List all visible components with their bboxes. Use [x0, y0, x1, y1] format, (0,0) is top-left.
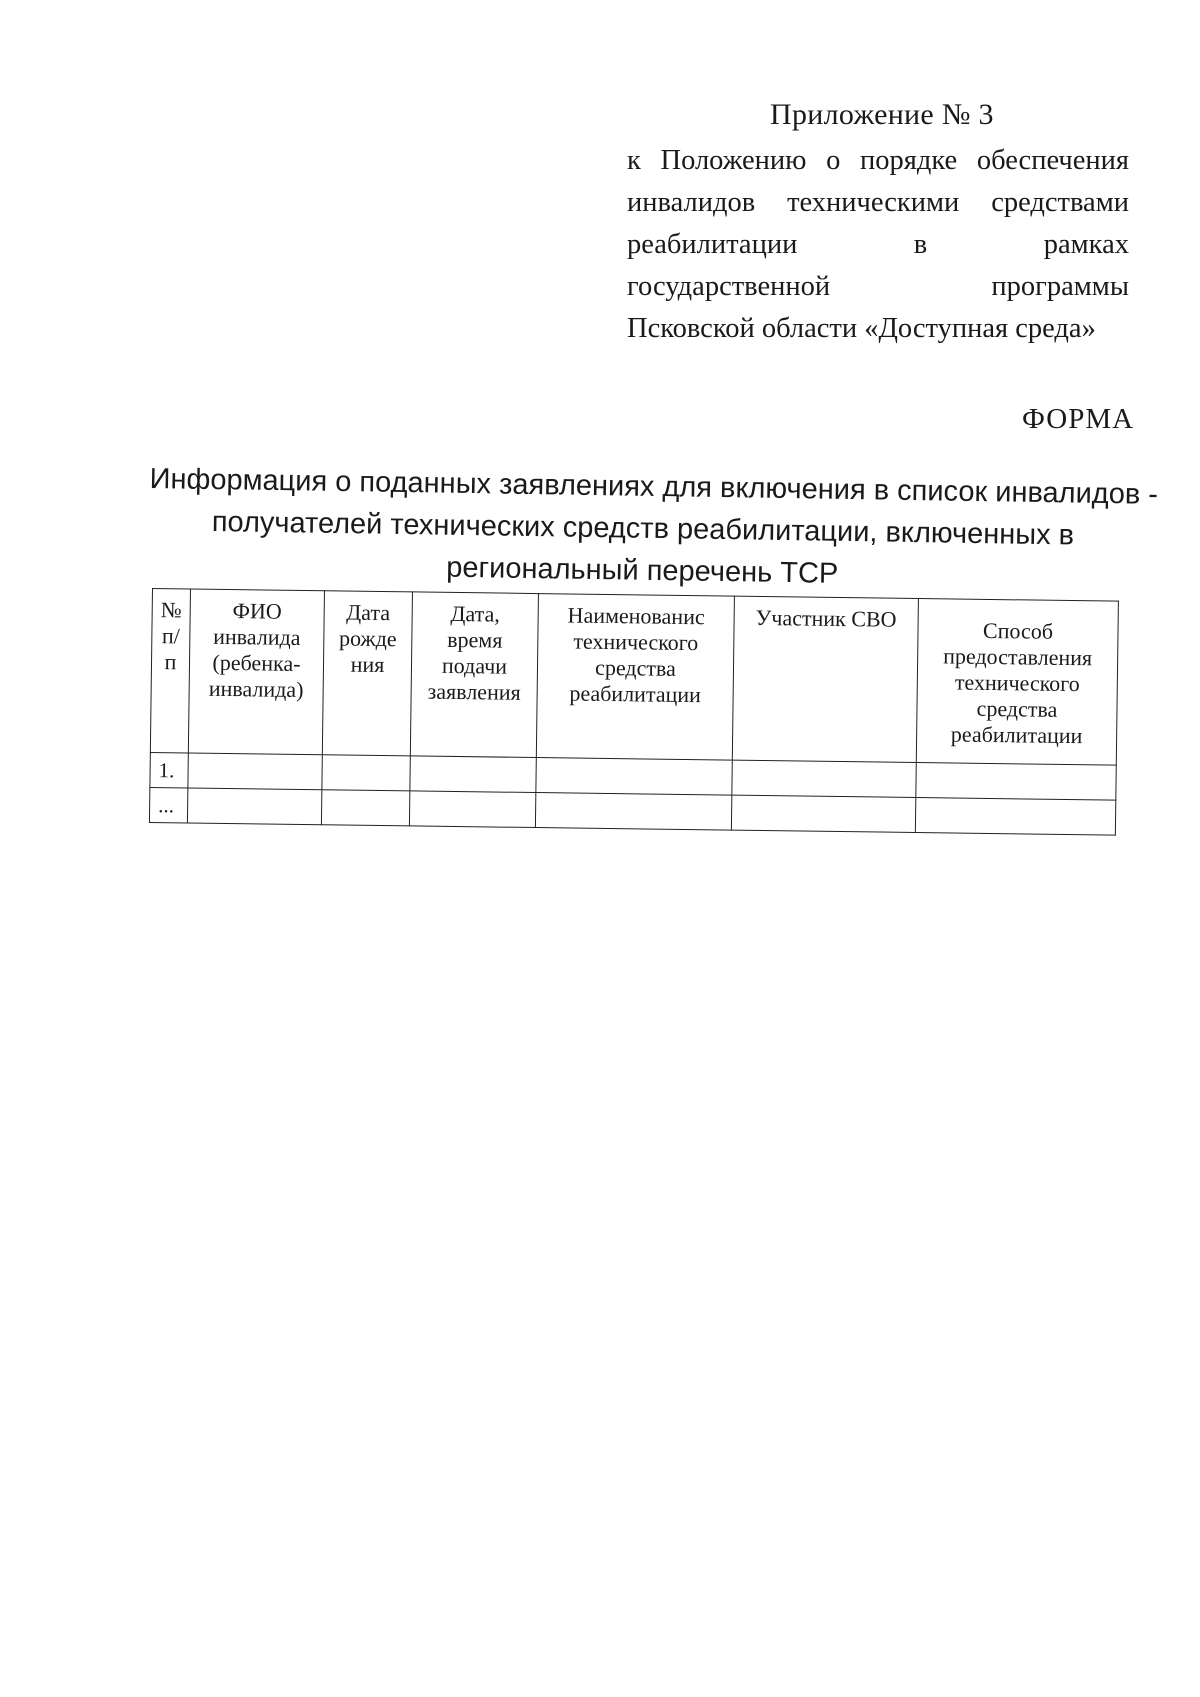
table-cell: ... [149, 787, 187, 822]
table-cell [731, 795, 915, 832]
table-cell [187, 788, 321, 825]
appendix-subtitle [627, 140, 1129, 350]
appendix-title: Приложение № 3 [770, 98, 994, 131]
appendix-line: инвалидов техническими средствами [627, 187, 1129, 218]
appendix-line: реабилитации в рамках [627, 229, 1129, 260]
header-application-datetime: Дата, время подачи заявления [410, 592, 538, 758]
header-full-name: ФИО инвалида (ребенка- инвалида) [188, 589, 324, 755]
header-device-name: Наименованис технического средства реабилитации [536, 594, 734, 761]
header-provision-method: Способ предоставления технического средства реабилитации [916, 599, 1118, 766]
table-cell [322, 755, 410, 791]
document-title-line: получателей технических средств реабилитации, включенных в [211, 505, 1075, 552]
appendix-line: Псковской области «Доступная среда» [627, 313, 1096, 344]
header-svo-participant: Участник СВО [732, 596, 918, 762]
header-birth-date: Дата рожде ния [322, 591, 412, 756]
appendix-line: к Положению о порядке обеспечения [627, 145, 1129, 176]
table-cell [410, 756, 536, 793]
appendix-line: государственной программы [627, 271, 1129, 302]
table-cell [916, 763, 1116, 801]
applications-table-wrapper [149, 588, 1119, 836]
table-cell [536, 758, 732, 796]
document-title-line: региональный перечень ТСР [446, 551, 839, 590]
header-number: № п/ п [150, 589, 190, 753]
document-title [148, 458, 1159, 600]
document-title-line: Информация о поданных заявлениях для включения в список инвалидов - [149, 462, 1159, 511]
table-cell [188, 753, 322, 790]
table-cell [535, 793, 731, 831]
table-cell [915, 798, 1115, 836]
table-cell: 1. [150, 752, 188, 787]
table-cell [732, 760, 916, 797]
applications-table [149, 588, 1119, 836]
table-cell [409, 791, 535, 828]
table-header-row [150, 589, 1118, 766]
table-cell [321, 790, 409, 826]
form-label: ФОРМА [1022, 403, 1135, 435]
